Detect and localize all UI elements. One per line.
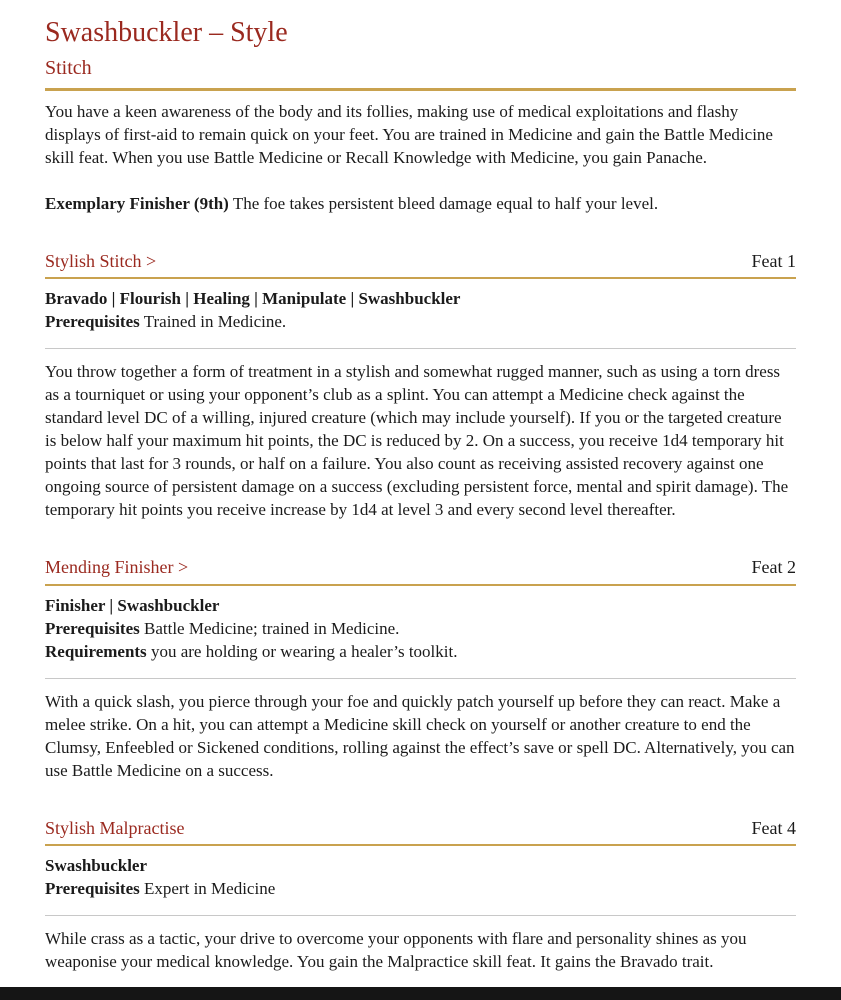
feat-header [45,251,796,273]
gold-divider-main [45,88,796,91]
exemplary-finisher-line [45,192,796,215]
feat-section-mending-finisher [45,557,796,782]
feat-description: You throw together a form of treatment in a stylish and somewhat rugged manner, such as using a torn dress as a tourniquet or using your opponent’s club as a splint. You can attempt a Medicine check against the standard level DC of a willing, injured creature (which may include yourself). If you or the targeted creature is below half your maximum hit points, the DC is reduced by 2. On a success, you receive 1d4 temporary hit points that last for 3 rounds, or half on a failure. You also count as receiving assisted recovery against one ongoing source of persistent damage on a success (excluding persistent force, mental and spirit damage). The temporary hit points you receive increase by 1d4 at level 3 and every second level thereafter. [45,362,789,520]
section-divider [45,678,796,679]
requirements-value: you are holding or wearing a healer’s toolkit. [150,641,458,661]
prerequisites-label: Prerequisites [45,879,140,899]
requirements-label: Requirements [45,641,147,661]
feat-level-badge: Feat 2 [751,557,796,578]
prerequisites-label: Prerequisites [45,618,140,638]
feat-traits: Swashbuckler [45,856,148,876]
prerequisites-label: Prerequisites [45,312,140,332]
feat-title-link[interactable]: Mending Finisher > [45,557,189,578]
feat-level-badge: Feat 1 [751,250,796,271]
feat-traits: Bravado | Flourish | Healing | Manipulate | Swashbuckler [45,289,461,309]
feat-section-stylish-malpractise [45,818,796,974]
feat-title-link[interactable]: Stylish Stitch > [45,250,157,271]
feat-title: Stylish Malpractise [45,817,185,838]
feat-prerequisites-line [45,877,796,900]
feat-prerequisites-line [45,310,796,333]
page-title: Swashbuckler – Style [45,17,288,48]
feat-header [45,557,796,579]
exemplary-finisher-label: Exemplary Finisher (9th) [45,193,229,213]
section-divider [45,348,796,349]
feat-description: While crass as a tactic, your drive to overcome your opponents with flare and personality shines as you weaponise your medical knowledge. You gain the Malpractice skill feat. It gains the Bravado trait. [45,929,747,972]
section-divider [45,915,796,916]
gold-divider [45,584,796,586]
prerequisites-value: Battle Medicine; trained in Medicine. [144,618,400,638]
feat-description: With a quick slash, you pierce through your foe and quickly patch yourself up before they can react. Make a melee strike. On a hit, you can attempt a Medicine skill check on yourself or another creature to end the Clumsy, Enfeebled or Sickened conditions, rolling against the effect’s save or spell DC. Alternatively, you can use Battle Medicine on a success. [45,691,795,780]
bottom-bar [0,987,841,1000]
prerequisites-value: Expert in Medicine [144,879,276,899]
feat-prerequisites-line [45,617,796,640]
gold-divider [45,844,796,846]
page-subtitle: Stitch [45,56,92,79]
feat-level-badge: Feat 4 [751,817,796,838]
exemplary-finisher-text: The foe takes persistent bleed damage equal to half your level. [232,193,659,213]
feat-requirements-line [45,640,796,663]
prerequisites-value: Trained in Medicine. [143,312,287,332]
feat-header [45,818,796,840]
intro-paragraph: You have a keen awareness of the body and its follies, making use of medical exploitations and flashy displays of first-aid to remain quick on your feet. You are trained in Medicine and gain the Battle Medicine skill feat. When you use Battle Medicine or Recall Knowledge with Medicine, you gain Panache. [45,101,773,167]
feat-traits: Finisher | Swashbuckler [45,595,220,615]
feat-section-stylish-stitch [45,251,796,522]
gold-divider [45,277,796,279]
